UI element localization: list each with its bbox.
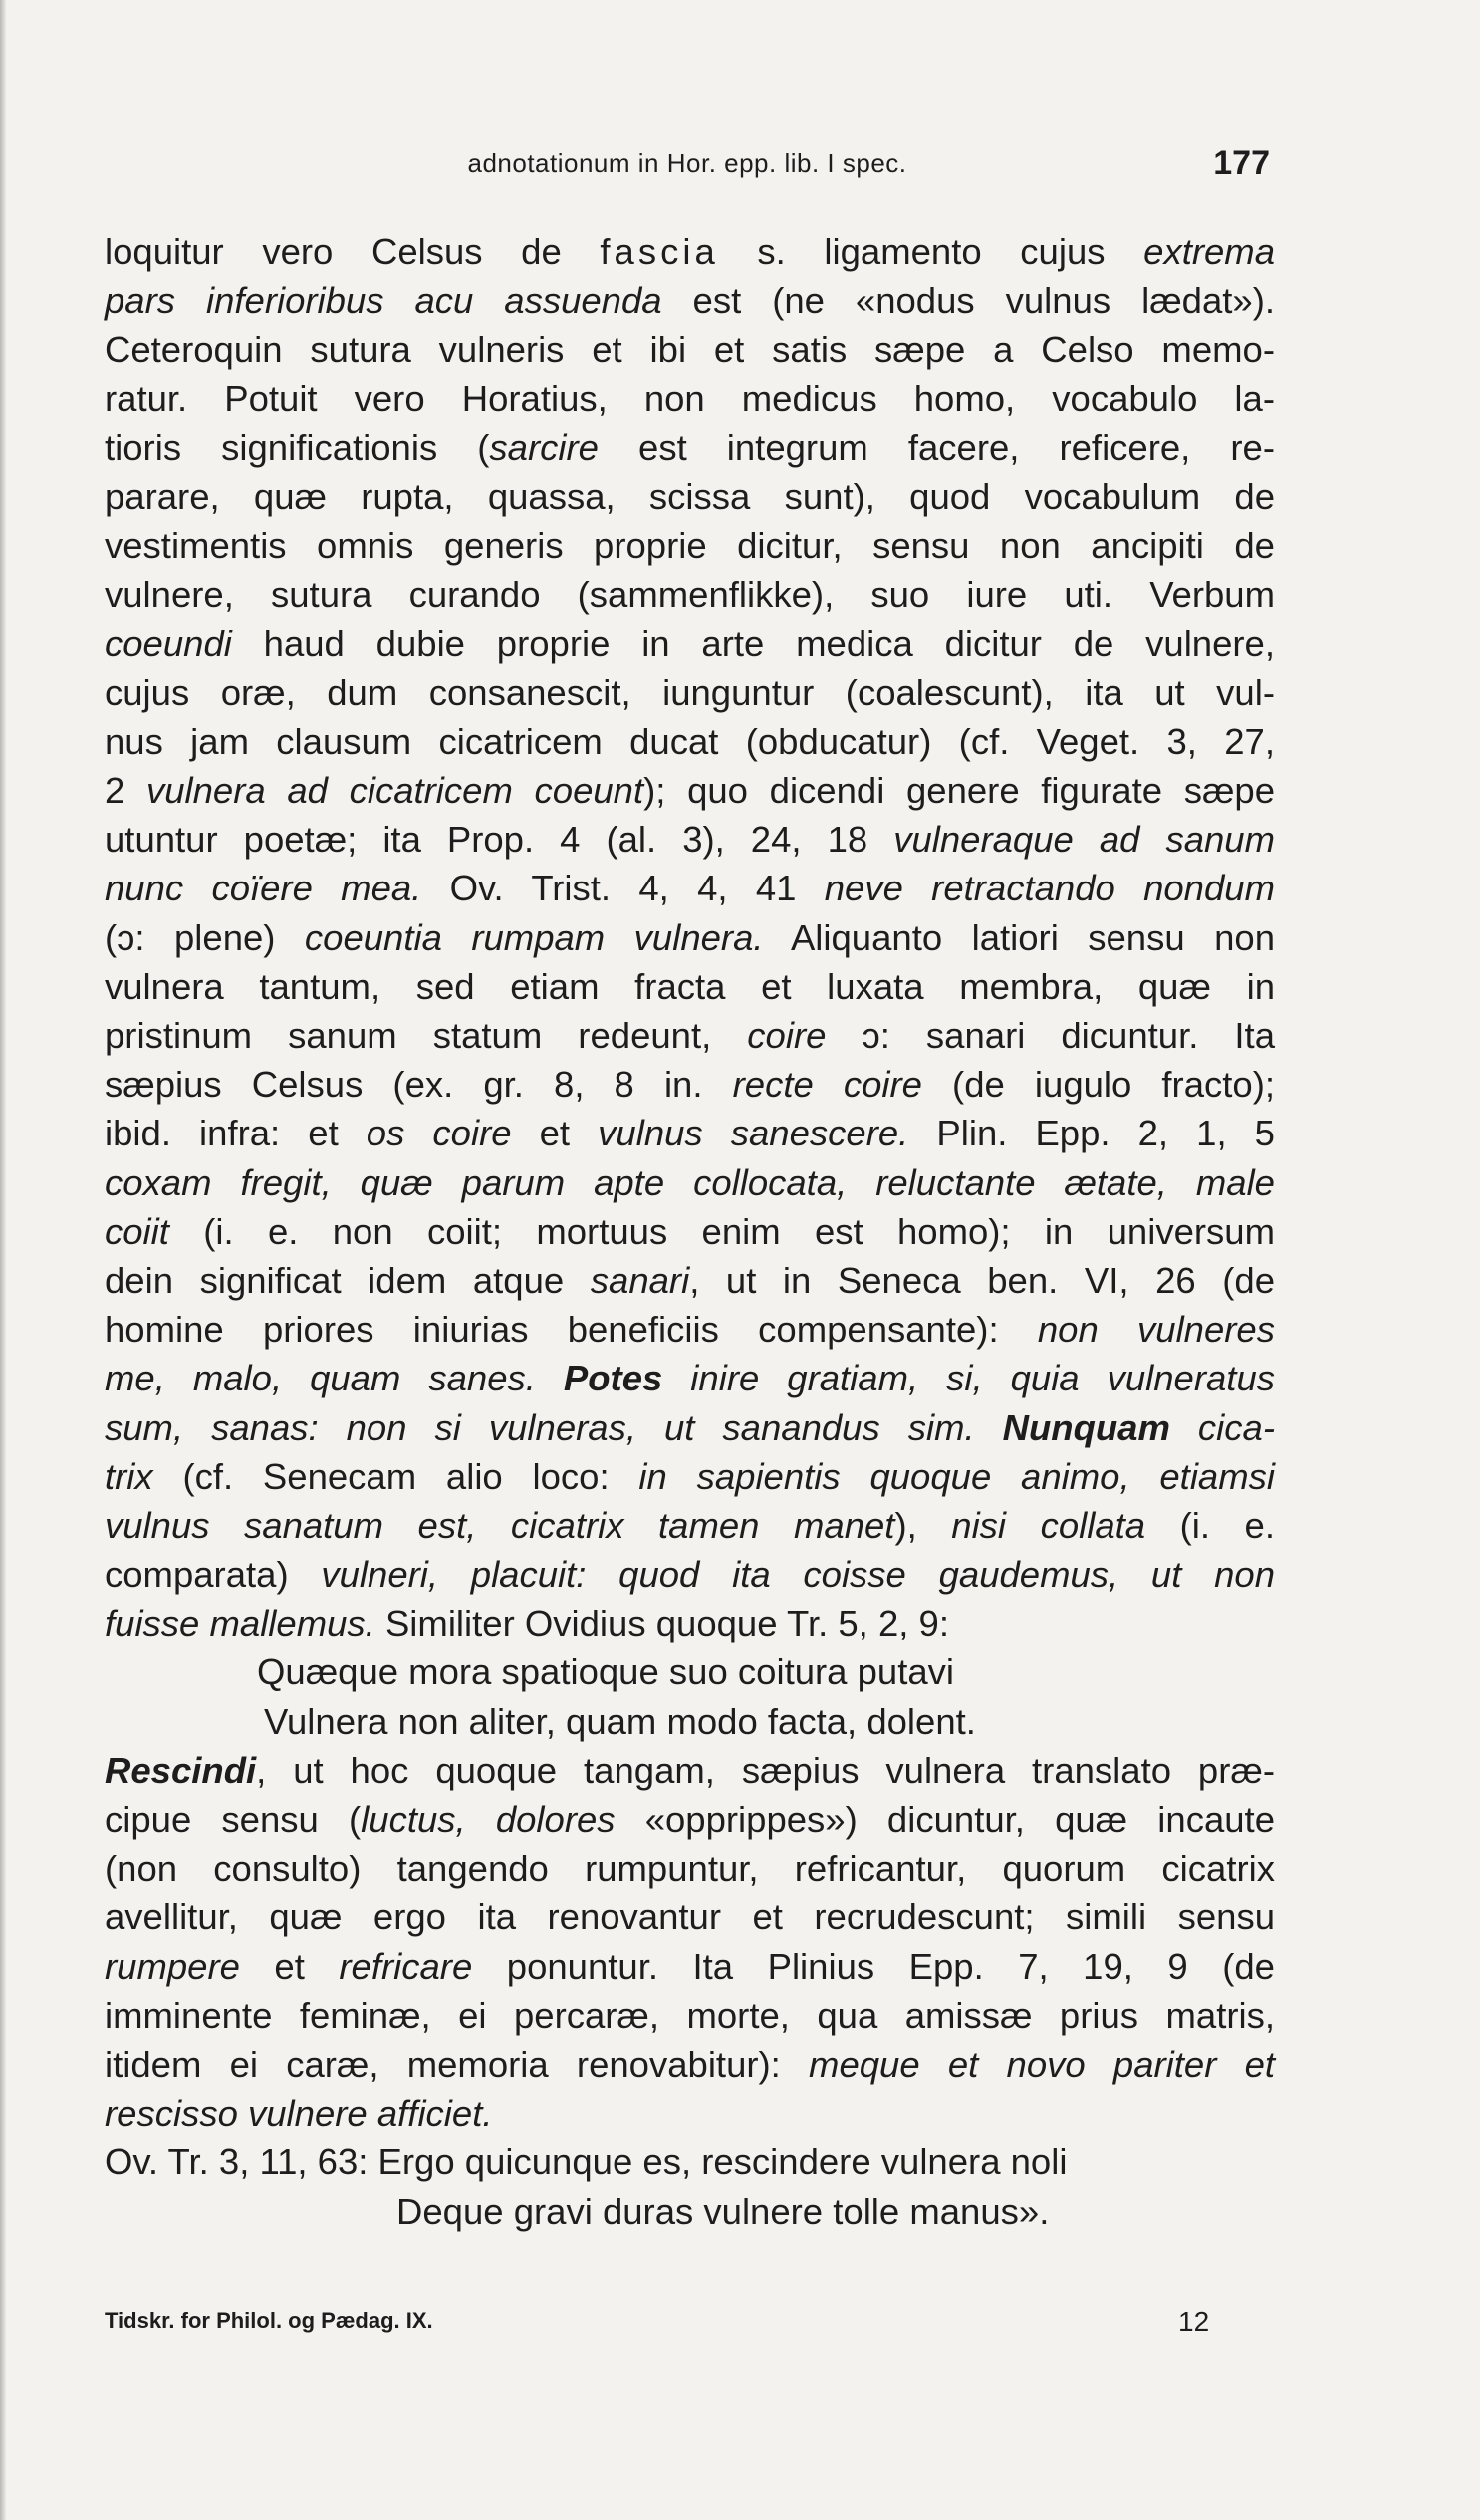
- text-line: pars inferioribus acu assuenda est (ne «nodus vulnus lædat»).: [105, 280, 1275, 322]
- text-line: itidem ei caræ, memoria renovabitur): meque et novo pariter et: [105, 2043, 1276, 2085]
- text-line: pristinum sanum statum redeunt, coire ɔ: sanari dicuntur. Ita: [105, 1015, 1275, 1056]
- text-line: trix (cf. Senecam alio loco: in sapientis quoque animo, etiamsi: [105, 1455, 1275, 1497]
- text-line: avellitur, quæ ergo ita renovantur et recrudescunt; simili sensu: [105, 1896, 1275, 1938]
- verse-line: Vulnera non aliter, quam modo facta, dolent.: [264, 1700, 976, 1742]
- running-head: [105, 144, 1270, 184]
- text-line: imminente feminæ, ei percaræ, morte, qua amissæ prius matris,: [105, 1994, 1275, 2036]
- text-line: (non consulto) tangendo rumpuntur, refricantur, quorum cicatrix: [105, 1848, 1275, 1890]
- text-line: me, malo, quam sanes. Potes inire gratiam, si, quia vulneratus: [105, 1358, 1275, 1399]
- text-line: vestimentis omnis generis proprie dicitur, sensu non ancipiti de: [105, 525, 1275, 567]
- body-text: [105, 227, 1275, 2236]
- text-line: cujus oræ, dum consanescit, iunguntur (coalescunt), ita ut vul-: [105, 671, 1275, 713]
- text-line: cipue sensu (luctus, dolores «opprippes») dicuntur, quæ incaute: [105, 1799, 1275, 1840]
- verse-line: Ov. Tr. 3, 11, 63: Ergo quicunque es, rescindere vulnera noli: [105, 2142, 1068, 2183]
- text-line: homine priores iniurias beneficiis compensante): non vulneres: [105, 1309, 1275, 1351]
- text-line: nunc coïere mea. Ov. Trist. 4, 4, 41 neve retractando nondum: [105, 868, 1275, 909]
- text-line: coxam fregit, quæ parum apte collocata, reluctante ætate, male: [105, 1161, 1275, 1203]
- page-edge-shadow: [0, 0, 6, 2520]
- text-line: 2 vulnera ad cicatricem coeunt); quo dicendi genere figurate sæpe: [105, 770, 1275, 812]
- text-line: rumpere et refricare ponuntur. Ita Plinius Epp. 7, 19, 9 (de: [105, 1945, 1275, 1987]
- text-line: loquitur vero Celsus de fascia s. ligamento cujus extrema: [105, 231, 1275, 272]
- text-line: sum, sanas: non si vulneras, ut sanandus sim. Nunquam cica-: [105, 1406, 1275, 1448]
- text-line: ibid. infra: et os coire et vulnus sanescere. Plin. Epp. 2, 1, 5: [105, 1113, 1275, 1154]
- sheet-mark: 12: [1178, 2306, 1210, 2337]
- text-line: coeundi haud dubie proprie in arte medica dicitur de vulnere,: [105, 623, 1275, 664]
- text-line: dein significat idem atque sanari, ut in Seneca ben. VI, 26 (de: [105, 1259, 1275, 1301]
- footer: [105, 2306, 1275, 2342]
- text-line: Ceteroquin sutura vulneris et ibi et satis sæpe a Celso memo-: [105, 329, 1275, 371]
- text-line: ratur. Potuit vero Horatius, non medicus homo, vocabulo la-: [105, 378, 1275, 419]
- text-line: vulnera tantum, sed etiam fracta et luxata membra, quæ in: [105, 965, 1275, 1007]
- text-line: (ɔ: plene) coeuntia rumpam vulnera. Aliquanto latiori sensu non: [105, 916, 1275, 958]
- page-number: 177: [1213, 144, 1270, 182]
- text-line: comparata) vulneri, placuit: quod ita coisse gaudemus, ut non: [105, 1554, 1276, 1596]
- running-head-title: adnotationum in Hor. epp. lib. I spec.: [467, 148, 907, 178]
- text-line: utuntur poetæ; ita Prop. 4 (al. 3), 24, 18 vulneraque ad sanum: [105, 819, 1276, 861]
- text-line: vulnus sanatum est, cicatrix tamen manet), nisi collata (i. e.: [105, 1504, 1275, 1546]
- text-line: nus jam clausum cicatricem ducat (obducatur) (cf. Veget. 3, 27,: [105, 720, 1275, 762]
- verse-line: Deque gravi duras vulnere tolle manus».: [396, 2190, 1050, 2232]
- text-line: Rescindi, ut hoc quoque tangam, sæpius vulnera translato præ-: [105, 1749, 1275, 1791]
- text-line: fuisse mallemus. Similiter Ovidius quoque Tr. 5, 2, 9:: [105, 1603, 949, 1644]
- journal-signature: Tidskr. for Philol. og Pædag. IX.: [105, 2308, 433, 2333]
- text-line: vulnere, sutura curando (sammenflikke), suo iure uti. Verbum: [105, 574, 1275, 616]
- text-line: coiit (i. e. non coiit; mortuus enim est homo); in universum: [105, 1210, 1275, 1252]
- verse-line: Quæque mora spatioque suo coitura putavi: [257, 1651, 955, 1693]
- text-line: rescisso vulnere afficiet.: [105, 2093, 493, 2135]
- text-line: sæpius Celsus (ex. gr. 8, 8 in. recte coire (de iugulo fracto);: [105, 1064, 1275, 1106]
- text-line: tioris significationis (sarcire est integrum facere, reficere, re-: [105, 426, 1275, 468]
- text-line: parare, quæ rupta, quassa, scissa sunt), quod vocabulum de: [105, 475, 1275, 517]
